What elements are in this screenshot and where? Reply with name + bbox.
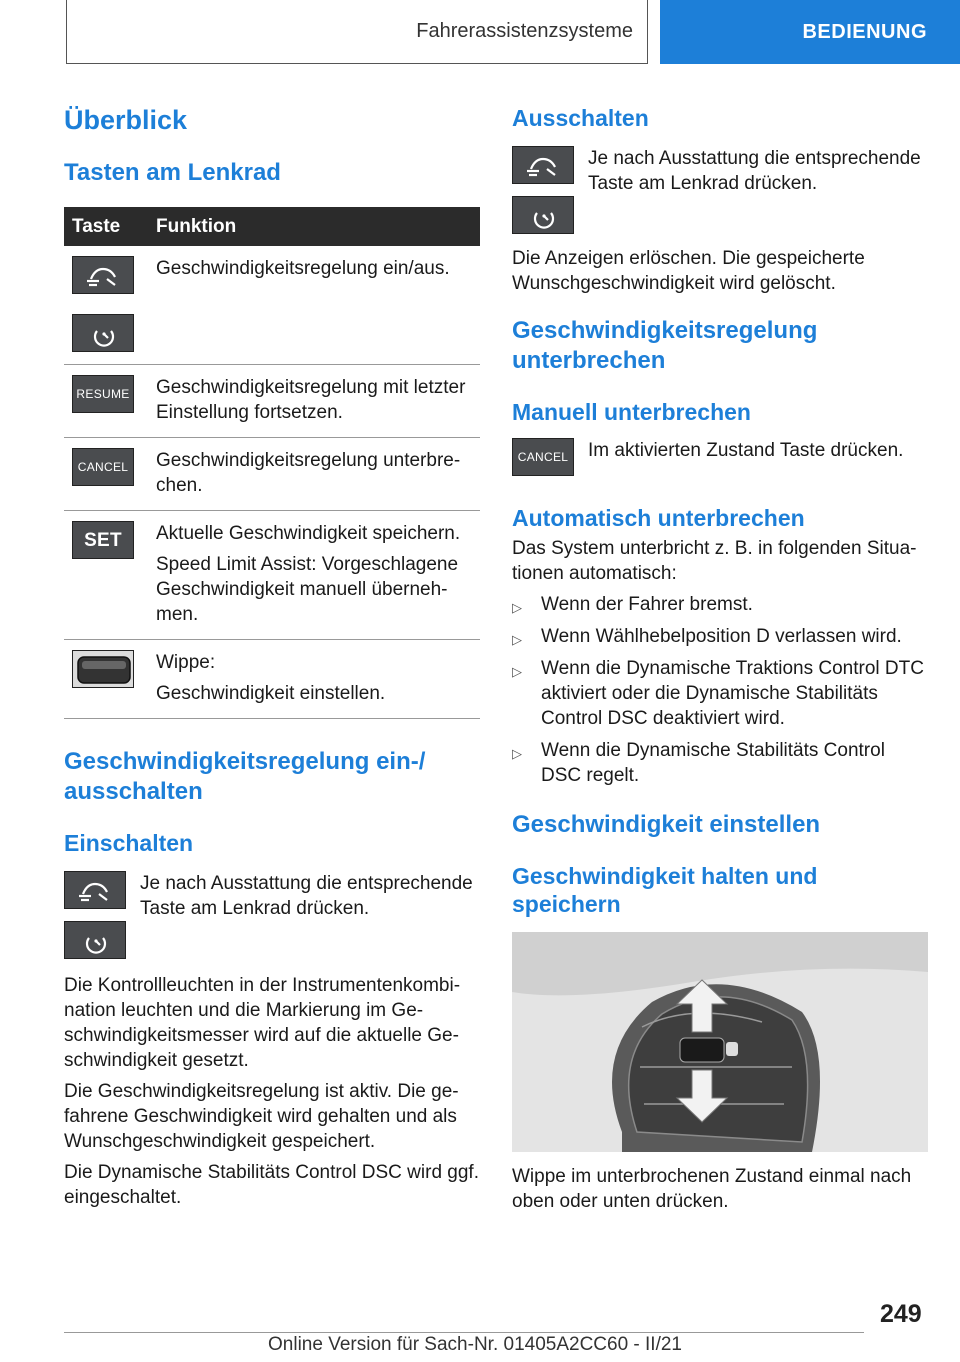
auto-bullet-list (512, 592, 928, 788)
triangle-bullet-icon: ▷ (512, 600, 522, 615)
set-key-icon: SET (72, 521, 134, 559)
heading-manual: Manuell unterbrechen (512, 399, 751, 425)
left-column (64, 96, 480, 1210)
function-text: Geschwindigkeitsregelung ein/aus. (156, 258, 450, 279)
heading-overview: Überblick (64, 105, 188, 135)
table-row (64, 246, 480, 365)
heading-auto: Automatisch unterbrechen (512, 505, 805, 531)
triangle-bullet-icon: ▷ (512, 664, 522, 679)
heading-off: Ausschalten (512, 105, 649, 131)
steering-wheel-rocker-image (512, 932, 928, 1152)
function-text: Geschwindigkeitsregelung unterbre‐chen. (156, 450, 461, 496)
table-row (64, 365, 480, 438)
cancel-key-icon: CANCEL (72, 448, 134, 486)
function-text: Aktuelle Geschwindigkeit speichern. (156, 523, 461, 544)
table-row (64, 640, 480, 719)
rocker-key-icon (72, 650, 134, 688)
on-paragraph-3: Die Dynamische Stabilitäts Control DSC wird ggf. eingeschaltet. (64, 1162, 479, 1208)
right-column (512, 104, 928, 1214)
heading-interrupt: Geschwindigkeitsregelung unterbrechen (512, 317, 818, 374)
on-press-text: Je nach Ausstattung die entsprechende Taste am Lenkrad drücken. (140, 873, 473, 919)
table-row (64, 438, 480, 511)
resume-key-icon: RESUME (72, 375, 134, 413)
list-item: ▷ Wenn der Fahrer bremst. (512, 592, 928, 617)
off-press-text: Je nach Ausstattung die entsprechende Taste am Lenkrad drücken. (588, 148, 921, 194)
function-text: Wippe: (156, 652, 216, 673)
list-item: ▷ Wenn die Dynamische Stabilitäts Control DSC regelt. (512, 740, 885, 786)
function-text: Geschwindigkeitsregelung mit letzter Einstellung fortsetzen. (156, 377, 466, 423)
on-paragraph-2: Die Geschwindigkeitsregelung ist aktiv. Die ge‐fahrene Geschwindigkeit wird gehalten und als Wunschgeschwindigkeit gespeichert. (64, 1081, 459, 1152)
heading-set-speed: Geschwindigkeit einstellen (512, 811, 821, 838)
table-header-key: Taste (64, 207, 148, 246)
section-title: Fahrerassistenzsysteme (416, 20, 633, 42)
footer-divider (64, 1332, 864, 1333)
list-item: ▷ Wenn Wählhebelposition D verlassen wird. (512, 624, 928, 649)
table-row (64, 511, 480, 640)
cruise-control-key-icon (64, 871, 126, 909)
speed-limiter-key-icon (72, 314, 134, 352)
manual-text: Im aktivierten Zustand Taste drücken. (588, 440, 904, 461)
triangle-bullet-icon: ▷ (512, 632, 522, 647)
speed-limiter-key-icon (512, 196, 574, 234)
cancel-key-icon: CANCEL (512, 438, 574, 476)
header-section-title (66, 0, 648, 64)
heading-keys: Tasten am Lenkrad (64, 159, 281, 186)
on-key-block (64, 871, 480, 959)
auto-intro: Das System unterbricht z. B. in folgenden Situa‐tionen automatisch: (512, 538, 917, 584)
heading-on: Einschalten (64, 830, 194, 856)
footer-text: Online Version für Sach-Nr. 01405A2CC60 - II/21 (268, 1334, 683, 1355)
header-chapter-tab[interactable] (660, 0, 960, 64)
triangle-bullet-icon: ▷ (512, 746, 522, 761)
image-caption: Wippe im unterbrochenen Zustand einmal nach oben oder unten drücken. (512, 1166, 912, 1212)
keys-table (64, 207, 480, 719)
heading-on-off: Geschwindigkeitsregelung ein-/ ausschalten (64, 748, 426, 805)
page-number: 249 (880, 1300, 922, 1328)
function-text: Geschwindigkeit einstellen. (156, 683, 386, 704)
function-text: Speed Limit Assist: Vorgeschlagene Geschwindigkeit manuell überneh‐men. (156, 554, 459, 625)
cruise-control-key-icon (512, 146, 574, 184)
off-key-block (512, 146, 928, 234)
list-item: ▷ Wenn die Dynamische Traktions Control DTC aktiviert oder die Dynamische Stabilitäts Control DSC deaktiviert wird. (512, 658, 924, 729)
manual-key-block (512, 438, 928, 476)
table-header-function: Funktion (148, 207, 480, 246)
chapter-title: BEDIENUNG (802, 20, 927, 43)
cruise-control-key-icon (72, 256, 134, 294)
off-paragraph-1: Die Anzeigen erlöschen. Die gespeicherte Wunschgeschwindigkeit wird gelöscht. (512, 248, 865, 294)
heading-hold: Geschwindigkeit halten und speichern (512, 863, 818, 917)
speed-limiter-key-icon (64, 921, 126, 959)
on-paragraph-1: Die Kontrollleuchten in der Instrumentenkombi‐nation leuchten und die Markierung im Ge‐schwindigkeitsmesser wird auf die aktuelle Ge‐schwindigkeit gesetzt. (64, 975, 461, 1071)
